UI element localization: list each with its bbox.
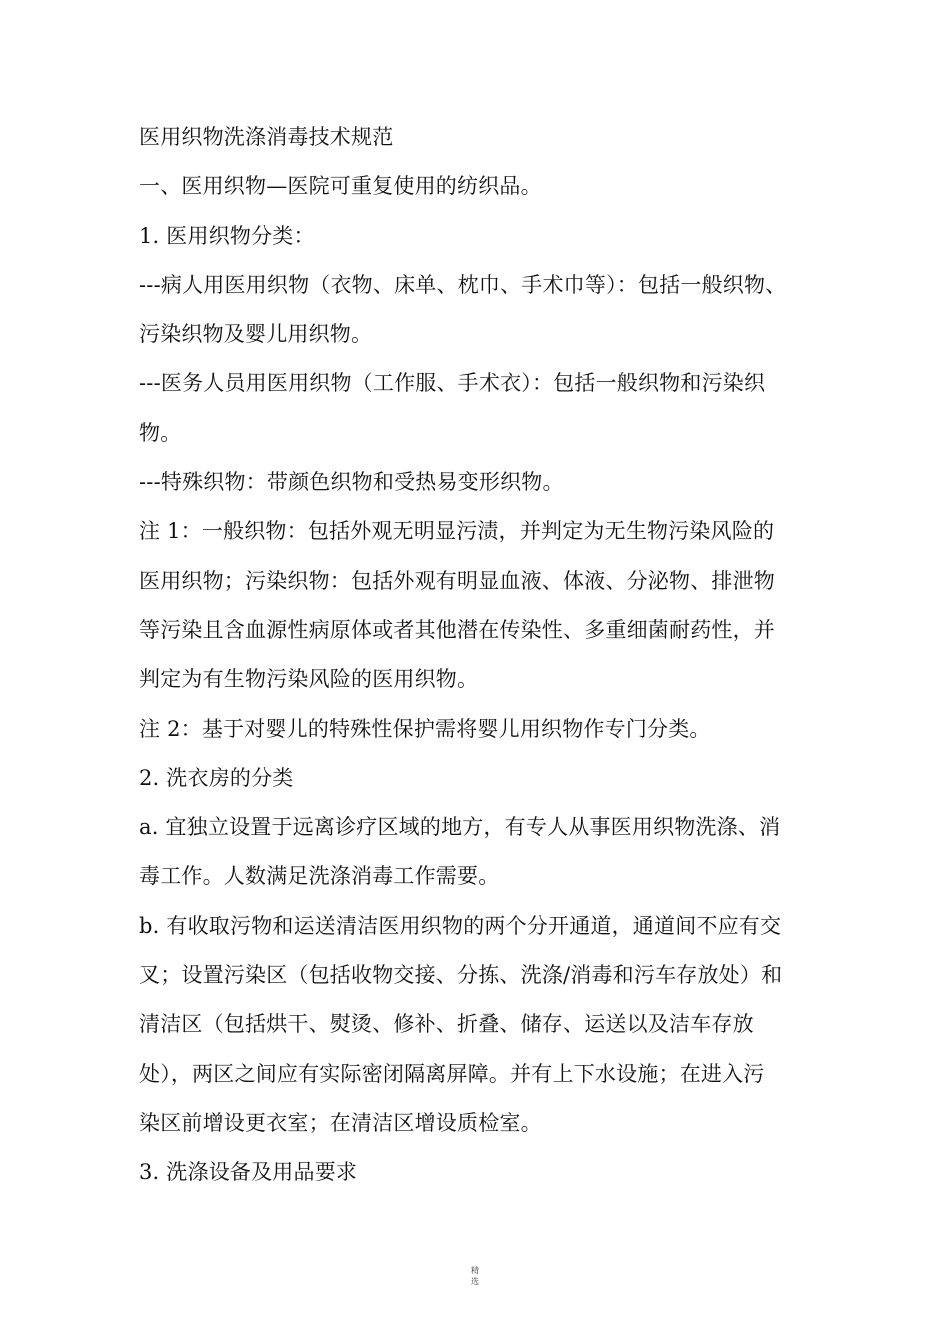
subheading-classification: 1. 医用织物分类：	[139, 223, 315, 248]
item-b-line: 染区前增设更衣室；在清洁区增设质检室。	[139, 1110, 542, 1135]
page-footer-mark: 精 选	[471, 1266, 479, 1286]
note-1-line: 判定为有生物污染风险的医用织物。	[139, 667, 479, 692]
subheading-equipment: 3. 洗涤设备及用品要求	[139, 1160, 358, 1185]
paragraph-line: ---病人用医用织物（衣物、床单、枕巾、手术巾等）：包括一般织物、	[139, 272, 787, 297]
subheading-laundry: 2. 洗衣房的分类	[139, 765, 294, 790]
note-1-line: 医用织物；污染织物：包括外观有明显血液、体液、分泌物、排泄物	[139, 568, 775, 593]
item-b-line: 叉；设置污染区（包括收物交接、分拣、洗涤/消毒和污车存放处）和	[139, 963, 783, 988]
document-title: 医用织物洗涤消毒技术规范	[139, 125, 394, 149]
note-2-line: 注 2：基于对婴儿的特殊性保护需将婴儿用织物作专门分类。	[139, 716, 711, 741]
document-body	[139, 113, 829, 1198]
paragraph-line: 污染织物及婴儿用织物。	[139, 322, 373, 347]
item-a-line: a. 宜独立设置于远离诊疗区域的地方，有专人从事医用织物洗涤、消	[139, 815, 781, 840]
item-b-line: 清洁区（包括烘干、熨烫、修补、折叠、储存、运送以及洁车存放	[139, 1012, 754, 1037]
paragraph-line: ---医务人员用医用织物（工作服、手术衣）：包括一般织物和污染织	[139, 371, 766, 396]
item-a-line: 毒工作。人数满足洗涤消毒工作需要。	[139, 864, 500, 889]
item-b-line: b. 有收取污物和运送清洁医用织物的两个分开通道，通道间不应有交	[139, 913, 782, 938]
note-1-line: 等污染且含血源性病原体或者其他潜在传染性、多重细菌耐药性，并	[139, 617, 775, 642]
paragraph-line: 物。	[139, 420, 182, 445]
section-heading-1: 一、医用织物—医院可重复使用的纺织品。	[139, 174, 542, 199]
note-1-line: 注 1：一般织物：包括外观无明显污渍，并判定为无生物污染风险的	[139, 519, 775, 544]
paragraph-line: ---特殊织物：带颜色织物和受热易变形织物。	[139, 470, 564, 495]
item-b-line: 处），两区之间应有实际密闭隔离屏障。并有上下水设施；在进入污	[139, 1061, 765, 1086]
